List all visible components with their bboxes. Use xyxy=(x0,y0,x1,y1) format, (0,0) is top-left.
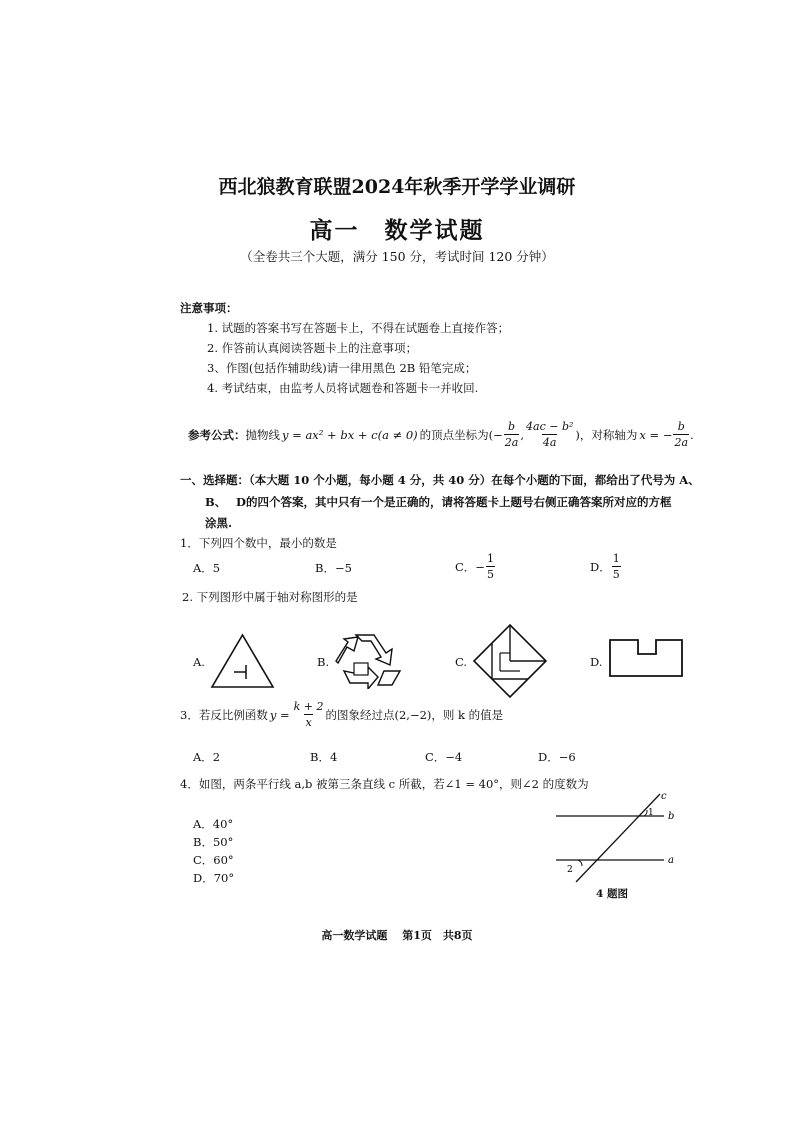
triangle-figure xyxy=(210,633,275,689)
notched-rectangle-figure xyxy=(608,638,684,678)
q1-option-d xyxy=(590,552,622,581)
formula-paren: ) xyxy=(575,427,580,442)
formula-text: 抛物线 xyxy=(245,427,280,442)
fraction-numerator: 1 xyxy=(486,552,494,565)
question-1-stem: 1．下列四个数中，最小的数是 xyxy=(180,536,337,550)
pinwheel-square-figure xyxy=(472,623,548,699)
fraction-numerator: 1 xyxy=(612,552,620,565)
option-label: C．− xyxy=(455,559,485,574)
fraction-denominator: 4a xyxy=(542,436,557,449)
fraction xyxy=(504,420,520,449)
q3-option-b: B．4 xyxy=(310,750,338,764)
formula-text: 的顶点坐标为 xyxy=(419,427,489,442)
q4-option-a: A．40° xyxy=(193,817,234,831)
q2-option-c: C. xyxy=(455,655,468,669)
angle-2-label: 2 xyxy=(567,865,573,875)
axis-expr: x = − xyxy=(639,427,673,442)
q3-text: 3．若反比例函数 xyxy=(180,707,268,722)
q3-option-d: D．−6 xyxy=(538,750,576,764)
note-item: 1. 试题的答案书写在答题卡上，不得在试题卷上直接作答； xyxy=(207,321,510,335)
q3-option-c: C．−4 xyxy=(425,750,463,764)
q4-option-b: B．50° xyxy=(193,835,234,849)
section-instruction: 一、选择题：（本大题 10 个小题，每小题 4 分，共 40 分）在每个小题的下面，都给出了代号为 A、 xyxy=(180,473,700,487)
q3-option-a: A．2 xyxy=(193,750,221,764)
option-label: D． xyxy=(590,559,611,574)
section-instruction: B、 D的四个答案，其中只有一个是正确的，请将答题卡上题号右侧正确答案所对应的方框 xyxy=(205,495,672,509)
recycle-figure xyxy=(334,627,404,689)
q1-option-b: B．−5 xyxy=(315,561,352,575)
note-item: 4. 考试结束，由监考人员将试题卷和答题卡一并收回. xyxy=(207,381,479,395)
question-2-stem: 2. 下列图形中属于轴对称图形的是 xyxy=(182,590,358,604)
question-4-stem: 4．如图，两条平行线 a,b 被第三条直线 c 所截，若∠1 = 40°，则∠2 的度数为 xyxy=(180,777,589,791)
q4-option-c: C．60° xyxy=(193,853,234,867)
figure-caption: 4 题图 xyxy=(596,888,628,900)
fraction-denominator: 2a xyxy=(504,436,519,449)
fraction-numerator: 4ac − b² xyxy=(526,420,574,433)
notes-heading: 注意事项： xyxy=(180,301,238,315)
fraction xyxy=(293,700,325,729)
q4-option-d: D．70° xyxy=(193,871,235,885)
label-b: b xyxy=(668,811,675,822)
fraction xyxy=(525,420,574,449)
formula-end: . xyxy=(690,427,694,442)
exam-info: （全卷共三个大题，满分 150 分，考试时间 120 分钟） xyxy=(240,249,554,264)
q1-option-a: A．5 xyxy=(193,561,221,575)
formula-label: 参考公式： xyxy=(188,427,246,442)
fraction xyxy=(673,420,689,449)
reference-formula xyxy=(188,420,694,449)
fraction-denominator: 5 xyxy=(486,568,494,581)
q2-option-a: A. xyxy=(193,655,205,669)
formula-paren: (− xyxy=(488,427,503,442)
exam-title: 西北狼教育联盟2024年秋季开学学业调研 xyxy=(218,176,576,198)
formula-text: ，对称轴为 xyxy=(579,427,638,442)
angle-1-label: 1 xyxy=(648,808,654,818)
q2-option-d: D. xyxy=(590,655,603,669)
q2-option-b: B. xyxy=(317,655,330,669)
fraction-numerator: b xyxy=(508,420,516,433)
label-a: a xyxy=(668,855,674,866)
exam-subtitle: 高一 数学试题 xyxy=(309,217,485,244)
label-c: c xyxy=(661,791,667,802)
fraction xyxy=(486,552,495,581)
fraction-numerator: k + 2 xyxy=(293,700,324,713)
parallel-lines-figure xyxy=(548,788,682,888)
formula-expr: y = ax² + bx + c(a ≠ 0) xyxy=(282,427,418,442)
q3-text: 的图象经过点(2,−2)，则 k 的值是 xyxy=(325,707,504,722)
section-instruction: 涂黑. xyxy=(205,516,233,530)
note-item: 3、作图(包括作辅助线)请一律用黑色 2B 铅笔完成； xyxy=(207,361,477,375)
q3-y: y = xyxy=(269,707,290,722)
note-item: 2. 作答前认真阅读答题卡上的注意事项； xyxy=(207,341,418,355)
fraction-denominator: x xyxy=(305,716,312,729)
page-footer: 高一数学试题 第1页 共8页 xyxy=(321,929,473,942)
question-3-stem xyxy=(180,700,503,729)
q1-option-c xyxy=(455,552,496,581)
fraction-denominator: 2a xyxy=(674,436,689,449)
fraction xyxy=(612,552,621,581)
formula-comma: , xyxy=(520,427,525,442)
fraction-numerator: b xyxy=(677,420,685,433)
fraction-denominator: 5 xyxy=(612,568,620,581)
